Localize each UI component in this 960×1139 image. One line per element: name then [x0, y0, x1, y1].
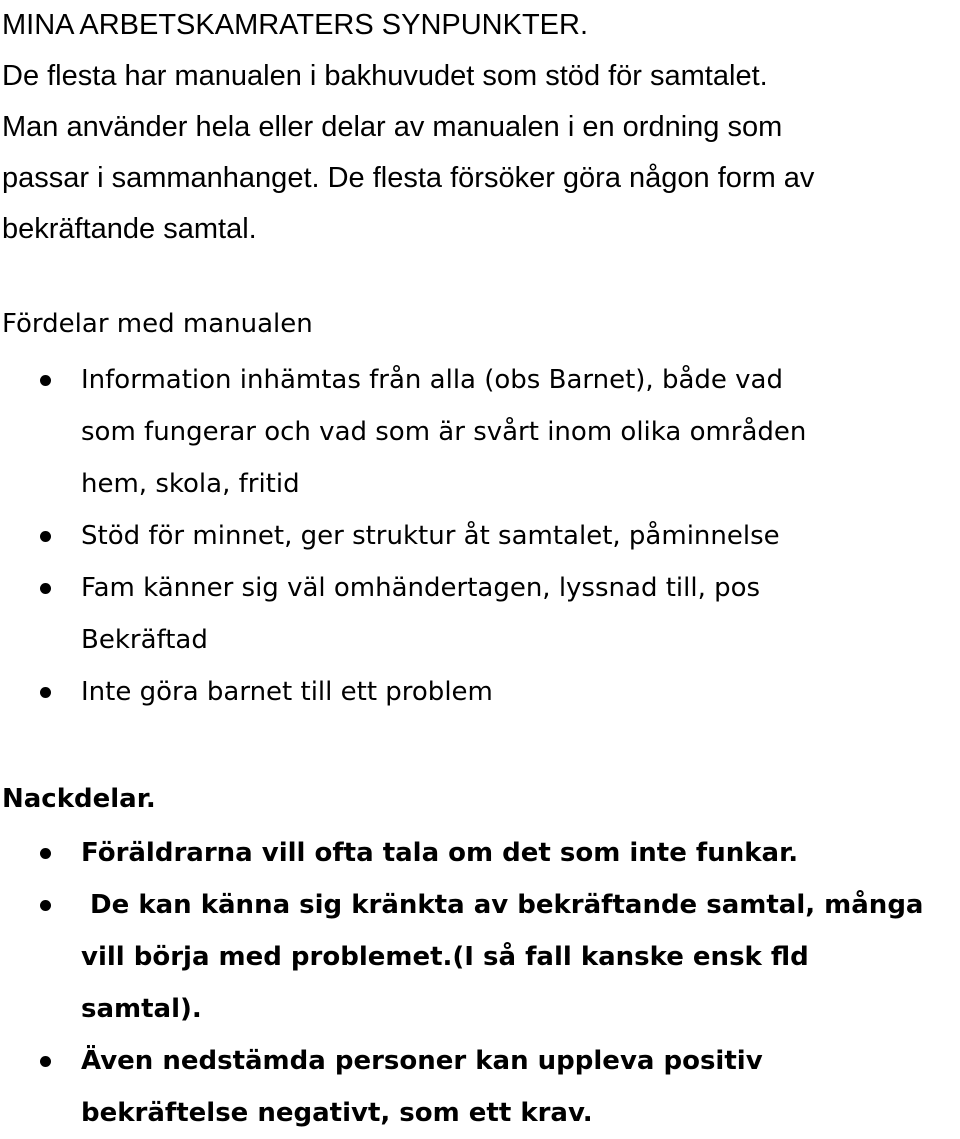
list-item-line: hem, skola, fritid	[81, 469, 300, 499]
bullet-icon	[40, 900, 51, 911]
intro-text-line: passar i sammanhanget. De flesta försöker göra någon form av	[2, 162, 815, 194]
advantages-heading: Fördelar med manualen	[2, 309, 313, 339]
intro-title: MINA ARBETSKAMRATERS SYNPUNKTER.	[2, 9, 589, 41]
list-item-line: samtal).	[81, 994, 202, 1024]
bullet-icon	[40, 687, 51, 698]
list-item	[0, 354, 958, 510]
list-item-line: som fungerar och vad som är svårt inom olika områden	[81, 417, 807, 447]
list-item-line: Även nedstämda personer kan uppleva positiv	[81, 1046, 763, 1076]
list-item-line: Föräldrarna vill ofta tala om det som inte funkar.	[81, 838, 799, 868]
disadvantages-heading: Nackdelar.	[2, 784, 156, 814]
bullet-icon	[40, 583, 51, 594]
list-item-line: Stöd för minnet, ger struktur åt samtalet, påminnelse	[81, 521, 780, 551]
disadvantages-list	[0, 827, 958, 1139]
list-item-line: De kan känna sig kränkta av bekräftande samtal, många	[81, 890, 924, 920]
list-item-line: Fam känner sig väl omhändertagen, lyssnad till, pos	[81, 573, 761, 603]
list-item	[0, 562, 958, 666]
list-item-line: Inte göra barnet till ett problem	[81, 677, 493, 707]
bullet-icon	[40, 1056, 51, 1067]
intro-text-line: bekräftande samtal.	[2, 213, 257, 245]
list-item	[0, 510, 958, 562]
advantages-list	[0, 354, 958, 718]
intro-paragraph	[2, 0, 957, 255]
list-item	[0, 1035, 958, 1139]
list-item	[0, 666, 958, 718]
list-item-line: Bekräftad	[81, 625, 208, 655]
list-item-line: vill börja med problemet.(I så fall kanske ensk fld	[81, 942, 809, 972]
bullet-icon	[40, 375, 51, 386]
bullet-icon	[40, 531, 51, 542]
list-item	[0, 879, 958, 1035]
list-item-line: Information inhämtas från alla (obs Barnet), både vad	[81, 365, 783, 395]
bullet-icon	[40, 848, 51, 859]
intro-text-line: De flesta har manualen i bakhuvudet som stöd för samtalet.	[2, 60, 768, 92]
list-item	[0, 827, 958, 879]
intro-text-line: Man använder hela eller delar av manualen i en ordning som	[2, 111, 783, 143]
list-item-line: bekräftelse negativt, som ett krav.	[81, 1098, 593, 1128]
